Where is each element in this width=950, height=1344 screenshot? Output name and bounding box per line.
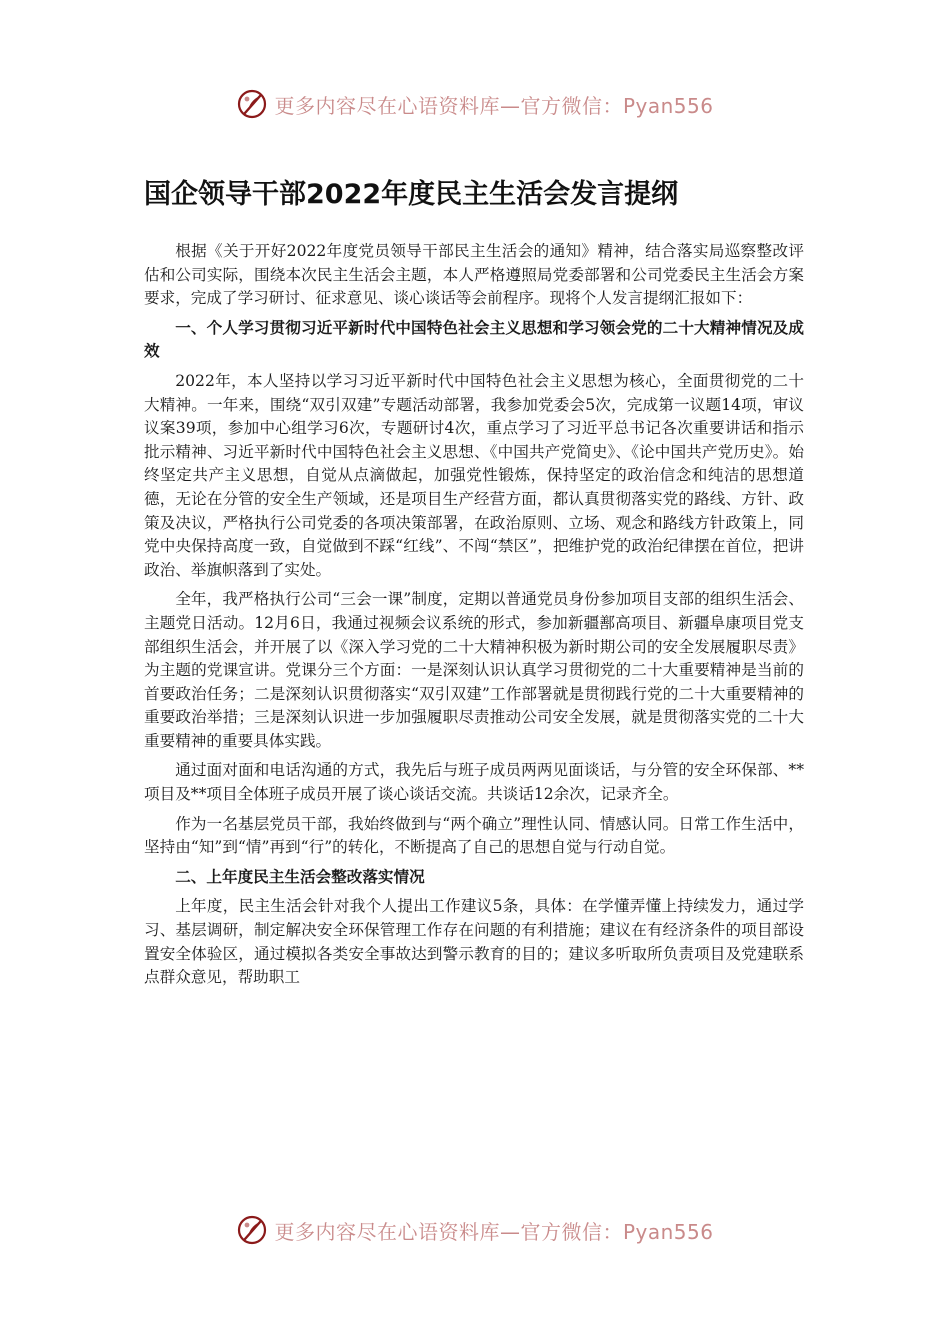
quill-pen-logo-icon [236,88,268,120]
body-paragraph: 全年，我严格执行公司“三会一课”制度，定期以普通党员身份参加项目支部的组织生活会、主题党日活动。12月6日，我通过视频会议系统的形式，参加新疆鄯高项目、新疆阜康项目党支部组织生活会，并开展了以《深入学习党的二十大精神积极为新时期公司的安全发展履职尽责》为主题的党课宣讲。党课分三个方面：一是深刻认识认真学习贯彻党的二十大重要精神是当前的首要政治任务；二是深刻认识贯彻落实“双引双建”工作部署就是贯彻践行党的二十大重要精神的重要政治举措；三是深刻认识进一步加强履职尽责推动公司安全发展，就是贯彻落实党的二十大重要精神的重要具体实践。 [144,590,804,750]
body-paragraph: 上年度，民主生活会针对我个人提出工作建议5条，具体：在学懂弄懂上持续发力，通过学习、基层调研，制定解决安全环保管理工作存在问题的有利措施；建议在有经济条件的项目部设置安全体验区，通过模拟各类安全事故达到警示教育的目的；建议多听取所负责项目及党建联系点群众意见，帮助职工 [144,897,804,987]
intro-paragraph: 根据《关于开好2022年度党员领导干部民主生活会的通知》精神，结合落实局巡察整改评估和公司实际，围绕本次民主生活会主题，本人严格遵照局党委部署和公司党委民主生活会方案要求，完成了学习研讨、征求意见、谈心谈话等会前程序。现将个人发言提纲汇报如下： [144,242,804,308]
section-heading-2: 二、上年度民主生活会整改落实情况 [175,867,425,886]
watermark-banner-top [0,84,950,124]
body-paragraph: 作为一名基层党员干部，我始终做到与“两个确立”理性认同、情感认同。日常工作生活中，坚持由“知”到“情”再到“行”的转化，不断提高了自己的思想自觉与行动自觉。 [144,814,804,857]
watermark-text: 更多内容尽在心语资料库—官方微信：Pyan556 [274,1219,714,1244]
section-heading-1: 一、个人学习贯彻习近平新时代中国特色社会主义思想和学习领会党的二十大精神情况及成效 [144,318,804,361]
body-paragraph: 2022年，本人坚持以学习习近平新时代中国特色社会主义思想为核心，全面贯彻党的二十大精神。一年来，围绕“双引双建”专题活动部署，我参加党委会5次，完成第一议题14项，审议议案39项，参加中心组学习6次，专题研讨4次，重点学习了习近平总书记各次重要讲话和指示批示精神、习近平新时代中国特色社会主义思想、《中国共产党简史》、《论中国共产党历史》。始终坚定共产主义思想，自觉从点滴做起，加强党性锻炼，保持坚定的政治信念和纯洁的思想道德，无论在分管的安全生产领域，还是项目生产经营方面，都认真贯彻落实党的路线、方针、政策及决议，严格执行公司党委的各项决策部署，在政治原则、立场、观念和路线方针政策上，同党中央保持高度一致，自觉做到不踩“红线”、不闯“禁区”，把维护党的政治纪律摆在首位，把讲政治、举旗帜落到了实处。 [144,371,804,579]
body-paragraph: 通过面对面和电话沟通的方式，我先后与班子成员两两见面谈话，与分管的安全环保部、**项目及**项目全体班子成员开展了谈心谈话交流。共谈话12余次，记录齐全。 [144,761,804,804]
watermark-banner-bottom [0,1210,950,1250]
document-title: 国企领导干部2022年度民主生活会发言提纲 [144,179,679,210]
quill-pen-logo-icon [236,1214,268,1246]
document-body [144,172,804,996]
watermark-text: 更多内容尽在心语资料库—官方微信：Pyan556 [274,93,714,118]
